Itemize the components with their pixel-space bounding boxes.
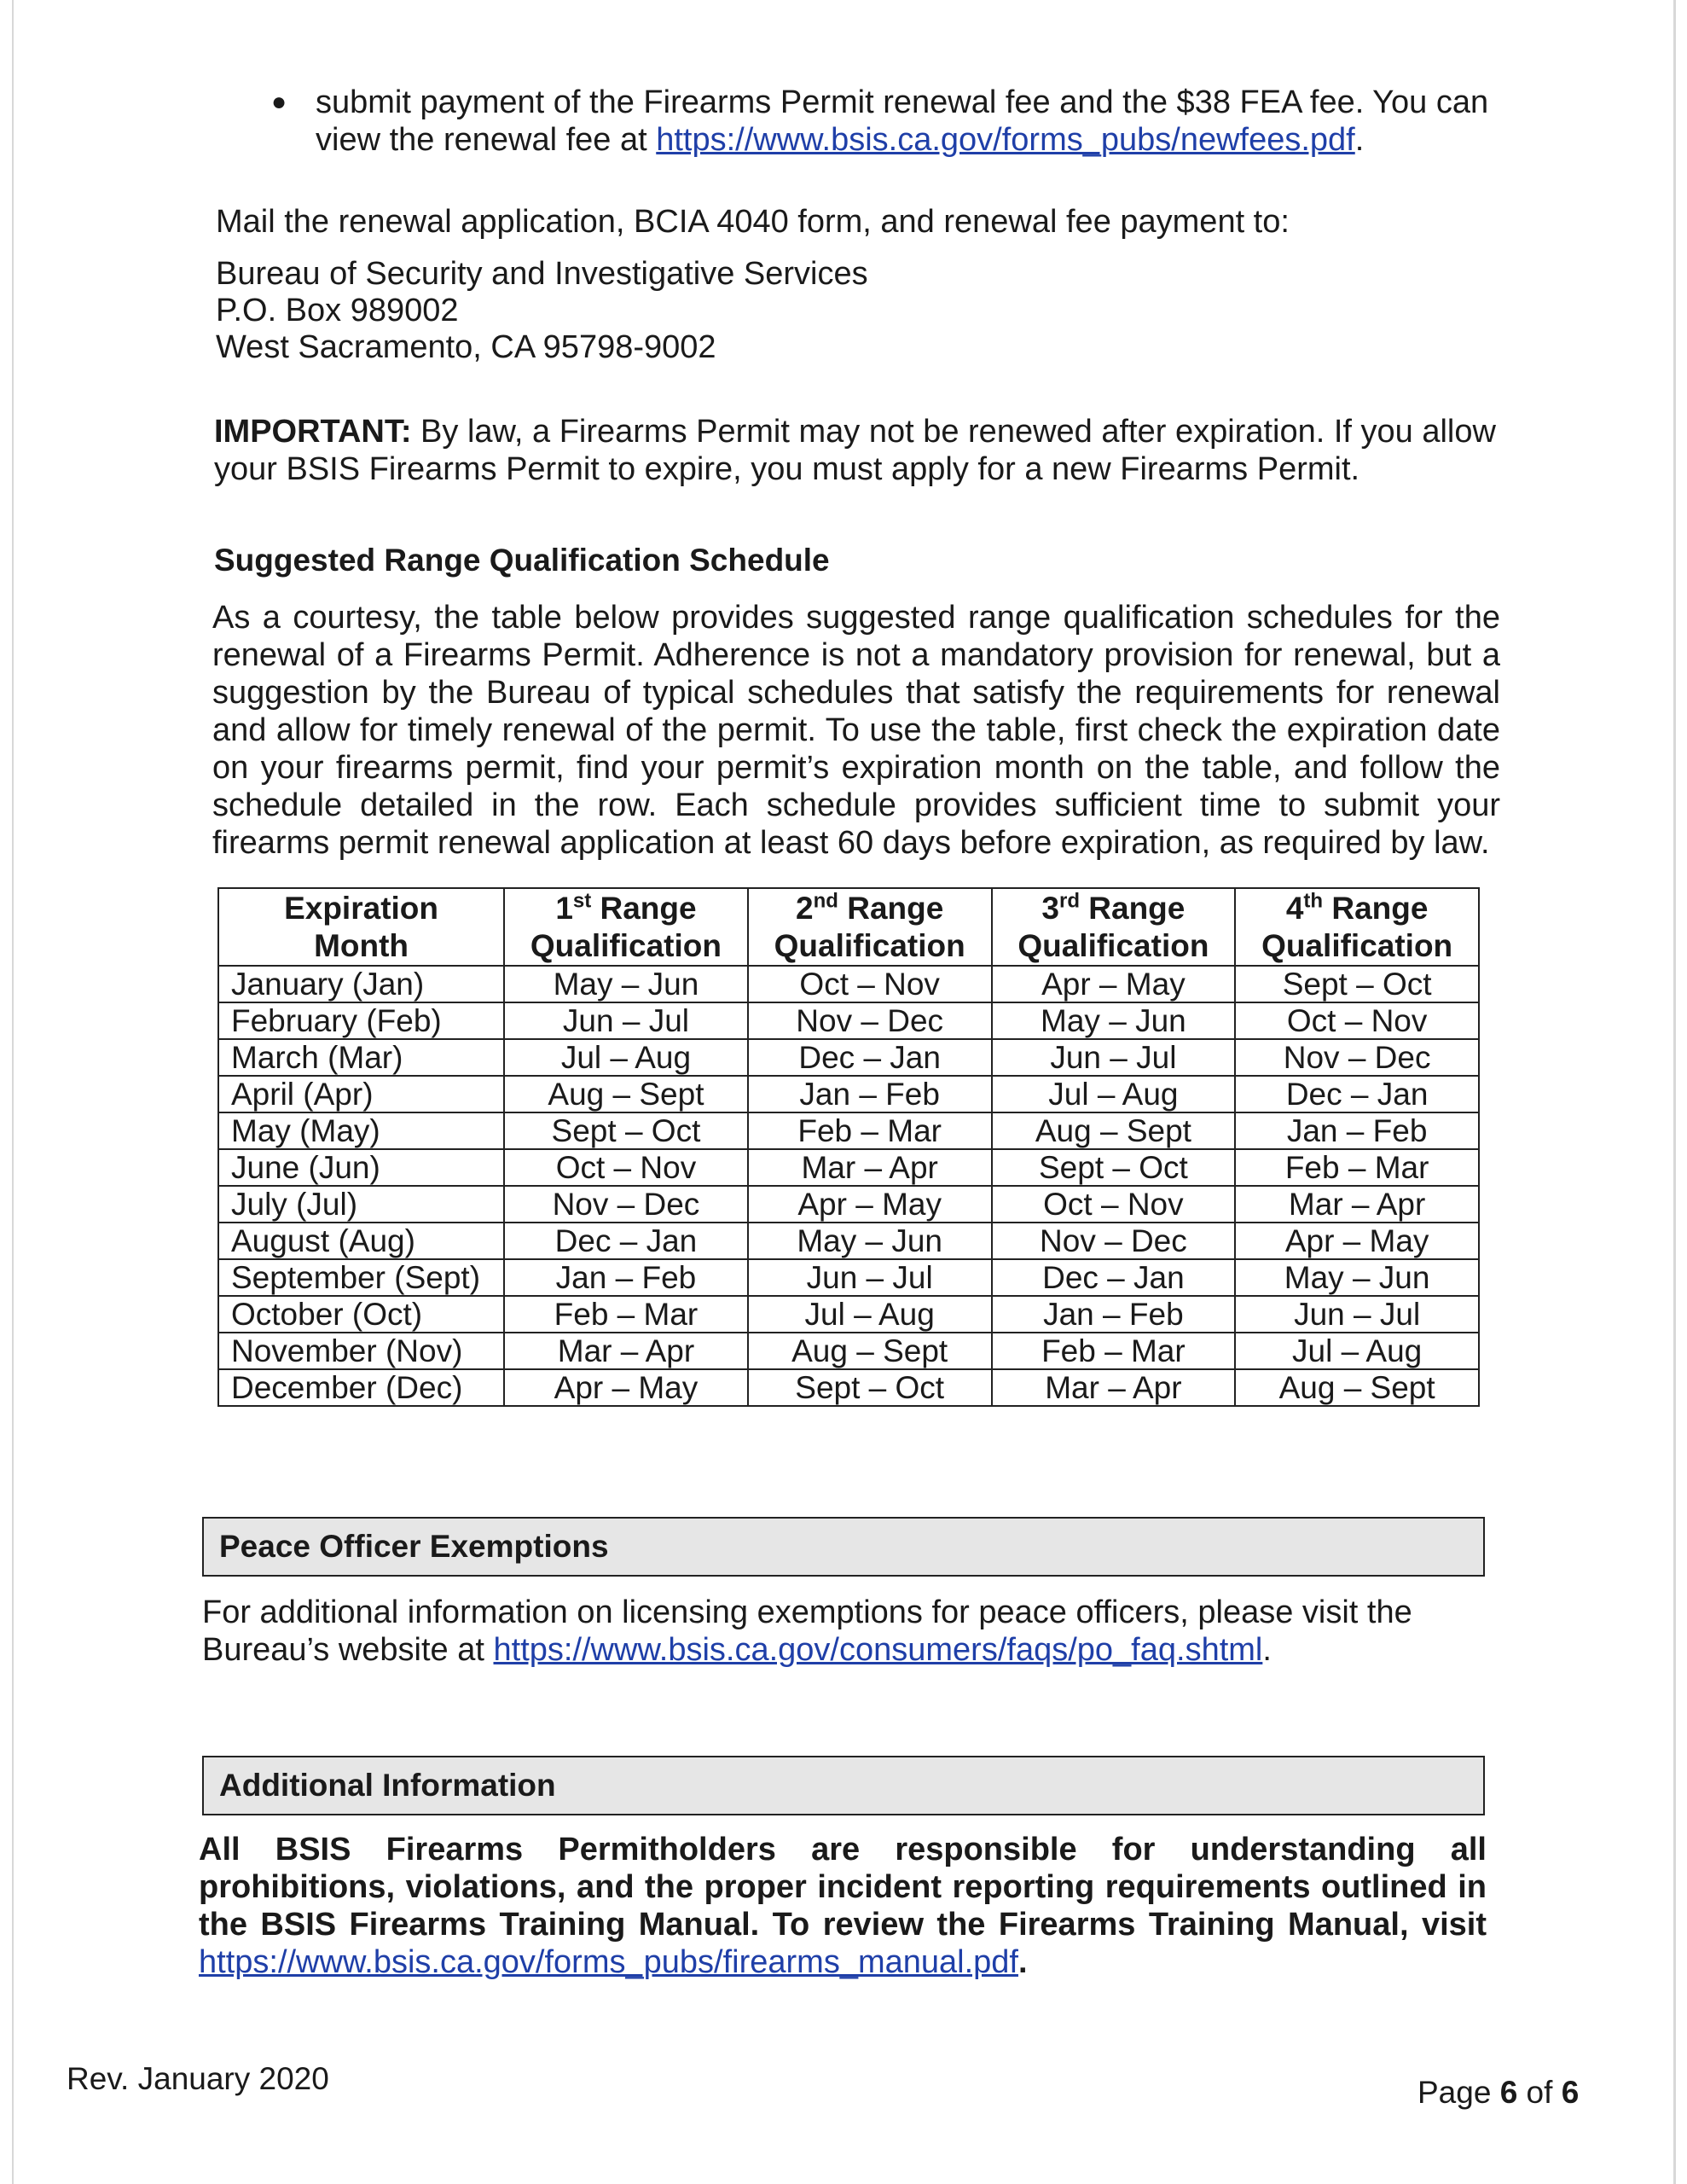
month-cell: December (Dec) xyxy=(218,1369,504,1406)
range-2-cell: Jan – Feb xyxy=(748,1076,992,1112)
range-1-cell: Oct – Nov xyxy=(504,1149,748,1186)
table-row xyxy=(218,1259,1479,1296)
table-row xyxy=(218,1223,1479,1259)
bullet-line-1: submit payment of the Firearms Permit renewal fee and the $38 FEA fee. You can xyxy=(316,84,1489,120)
scan-edge-right xyxy=(1673,0,1676,2184)
range-3-cell: Jul – Aug xyxy=(992,1076,1236,1112)
scan-edge-left xyxy=(12,0,14,2184)
range-4-cell: Oct – Nov xyxy=(1235,1002,1479,1039)
header-range-3: 3rd Range Qualification xyxy=(992,888,1236,966)
range-2-cell: Oct – Nov xyxy=(748,966,992,1002)
range-4-cell: Apr – May xyxy=(1235,1223,1479,1259)
range-4-cell: Aug – Sept xyxy=(1235,1369,1479,1406)
additional-info-heading-box xyxy=(202,1756,1485,1815)
range-4-cell: Jan – Feb xyxy=(1235,1112,1479,1149)
range-1-cell: Nov – Dec xyxy=(504,1186,748,1223)
po-faq-link[interactable]: https://www.bsis.ca.gov/consumers/faqs/po_faq.shtml xyxy=(493,1632,1263,1668)
additional-info-text: All BSIS Firearms Permitholders are responsible for understanding all prohibitions, violations, and the proper incident reporting requirements outlined in the BSIS Firearms Training Manual. To review the Firearms Training Manual, visit https://www.bsis.ca.gov/forms_pubs/firearms_manual.pdf. xyxy=(199,1832,1487,1980)
mailing-address xyxy=(216,256,868,366)
range-2-cell: Nov – Dec xyxy=(748,1002,992,1039)
address-line-3: West Sacramento, CA 95798-9002 xyxy=(216,329,716,365)
month-cell: June (Jun) xyxy=(218,1149,504,1186)
peace-officer-heading: Peace Officer Exemptions xyxy=(219,1529,609,1564)
range-3-cell: Dec – Jan xyxy=(992,1259,1236,1296)
range-3-cell: Sept – Oct xyxy=(992,1149,1236,1186)
table-header-row xyxy=(218,888,1479,966)
range-2-cell: Mar – Apr xyxy=(748,1149,992,1186)
range-2-cell: Jun – Jul xyxy=(748,1259,992,1296)
table-row xyxy=(218,1002,1479,1039)
range-1-cell: Feb – Mar xyxy=(504,1296,748,1333)
range-3-cell: Oct – Nov xyxy=(992,1186,1236,1223)
month-cell: May (May) xyxy=(218,1112,504,1149)
range-3-cell: Aug – Sept xyxy=(992,1112,1236,1149)
table-row xyxy=(218,1333,1479,1369)
peace-officer-text: For additional information on licensing exemptions for peace officers, please visit the Bureau’s website at https://www.bsis.ca.gov/consumers/faqs/po_faq.shtml. xyxy=(202,1594,1412,1668)
revision-date: Rev. January 2020 xyxy=(67,2061,329,2096)
range-3-cell: Feb – Mar xyxy=(992,1333,1236,1369)
address-line-1: Bureau of Security and Investigative Services xyxy=(216,256,868,292)
range-3-cell: Jun – Jul xyxy=(992,1039,1236,1076)
range-3-cell: Jan – Feb xyxy=(992,1296,1236,1333)
range-1-cell: Apr – May xyxy=(504,1369,748,1406)
range-1-cell: Mar – Apr xyxy=(504,1333,748,1369)
range-3-cell: Apr – May xyxy=(992,966,1236,1002)
month-cell: April (Apr) xyxy=(218,1076,504,1112)
range-4-cell: May – Jun xyxy=(1235,1259,1479,1296)
peace-officer-heading-box xyxy=(202,1517,1485,1577)
range-qualification-table xyxy=(217,887,1480,1407)
range-4-cell: Dec – Jan xyxy=(1235,1076,1479,1112)
bullet-line-2: view the renewal fee at https://www.bsis.ca.gov/forms_pubs/newfees.pdf. xyxy=(316,122,1365,158)
range-2-cell: Feb – Mar xyxy=(748,1112,992,1149)
newfees-link[interactable]: https://www.bsis.ca.gov/forms_pubs/newfees.pdf xyxy=(656,122,1355,158)
range-2-cell: Apr – May xyxy=(748,1186,992,1223)
range-2-cell: Jul – Aug xyxy=(748,1296,992,1333)
month-cell: July (Jul) xyxy=(218,1186,504,1223)
table-row xyxy=(218,1149,1479,1186)
header-expiration-month: Expiration Month xyxy=(218,888,504,966)
range-4-cell: Jun – Jul xyxy=(1235,1296,1479,1333)
range-4-cell: Feb – Mar xyxy=(1235,1149,1479,1186)
important-label: IMPORTANT: xyxy=(214,414,412,450)
range-4-cell: Mar – Apr xyxy=(1235,1186,1479,1223)
range-4-cell: Sept – Oct xyxy=(1235,966,1479,1002)
header-range-1: 1st Range Qualification xyxy=(504,888,748,966)
range-4-cell: Nov – Dec xyxy=(1235,1039,1479,1076)
month-cell: September (Sept) xyxy=(218,1259,504,1296)
address-line-2: P.O. Box 989002 xyxy=(216,293,459,328)
bullet-marker: ● xyxy=(271,88,287,116)
page-number: Page 6 of 6 xyxy=(1417,2075,1580,2110)
range-1-cell: Jun – Jul xyxy=(504,1002,748,1039)
range-2-cell: Dec – Jan xyxy=(748,1039,992,1076)
month-cell: January (Jan) xyxy=(218,966,504,1002)
range-1-cell: May – Jun xyxy=(504,966,748,1002)
table-row xyxy=(218,966,1479,1002)
additional-info-heading: Additional Information xyxy=(219,1768,556,1803)
mail-intro: Mail the renewal application, BCIA 4040 form, and renewal fee payment to: xyxy=(216,204,1290,240)
table-row xyxy=(218,1076,1479,1112)
header-range-4: 4th Range Qualification xyxy=(1235,888,1479,966)
table-row xyxy=(218,1186,1479,1223)
range-2-cell: Sept – Oct xyxy=(748,1369,992,1406)
range-2-cell: Aug – Sept xyxy=(748,1333,992,1369)
table-row xyxy=(218,1112,1479,1149)
table-row xyxy=(218,1296,1479,1333)
range-1-cell: Jul – Aug xyxy=(504,1039,748,1076)
table-row xyxy=(218,1369,1479,1406)
firearms-manual-link[interactable]: https://www.bsis.ca.gov/forms_pubs/firearms_manual.pdf xyxy=(199,1944,1018,1980)
month-cell: March (Mar) xyxy=(218,1039,504,1076)
range-4-cell: Jul – Aug xyxy=(1235,1333,1479,1369)
range-1-cell: Dec – Jan xyxy=(504,1223,748,1259)
header-range-2: 2nd Range Qualification xyxy=(748,888,992,966)
range-1-cell: Aug – Sept xyxy=(504,1076,748,1112)
table-row xyxy=(218,1039,1479,1076)
range-1-cell: Sept – Oct xyxy=(504,1112,748,1149)
important-notice: IMPORTANT: By law, a Firearms Permit may not be renewed after expiration. If you allow your BSIS Firearms Permit to expire, you must apply for a new Firearms Permit. xyxy=(214,414,1496,487)
range-3-cell: Mar – Apr xyxy=(992,1369,1236,1406)
month-cell: February (Feb) xyxy=(218,1002,504,1039)
range-1-cell: Jan – Feb xyxy=(504,1259,748,1296)
range-3-cell: Nov – Dec xyxy=(992,1223,1236,1259)
range-3-cell: May – Jun xyxy=(992,1002,1236,1039)
month-cell: November (Nov) xyxy=(218,1333,504,1369)
schedule-heading: Suggested Range Qualification Schedule xyxy=(214,543,830,578)
schedule-paragraph: As a courtesy, the table below provides suggested range qualification schedules for the renewal of a Firearms Permit. Adherence is not a mandatory provision for renewal, but a suggestion by the Bureau of typical schedules that satisfy the requirements for renewal and allow for timely renewal of the permit. To use the table, first check the expiration date on your firearms permit, find your permit’s expiration month on the table, and follow the schedule detailed in the row. Each schedule provides sufficient time to submit your firearms permit renewal application at least 60 days before expiration, as required by law. xyxy=(212,600,1500,861)
month-cell: October (Oct) xyxy=(218,1296,504,1333)
range-2-cell: May – Jun xyxy=(748,1223,992,1259)
month-cell: August (Aug) xyxy=(218,1223,504,1259)
